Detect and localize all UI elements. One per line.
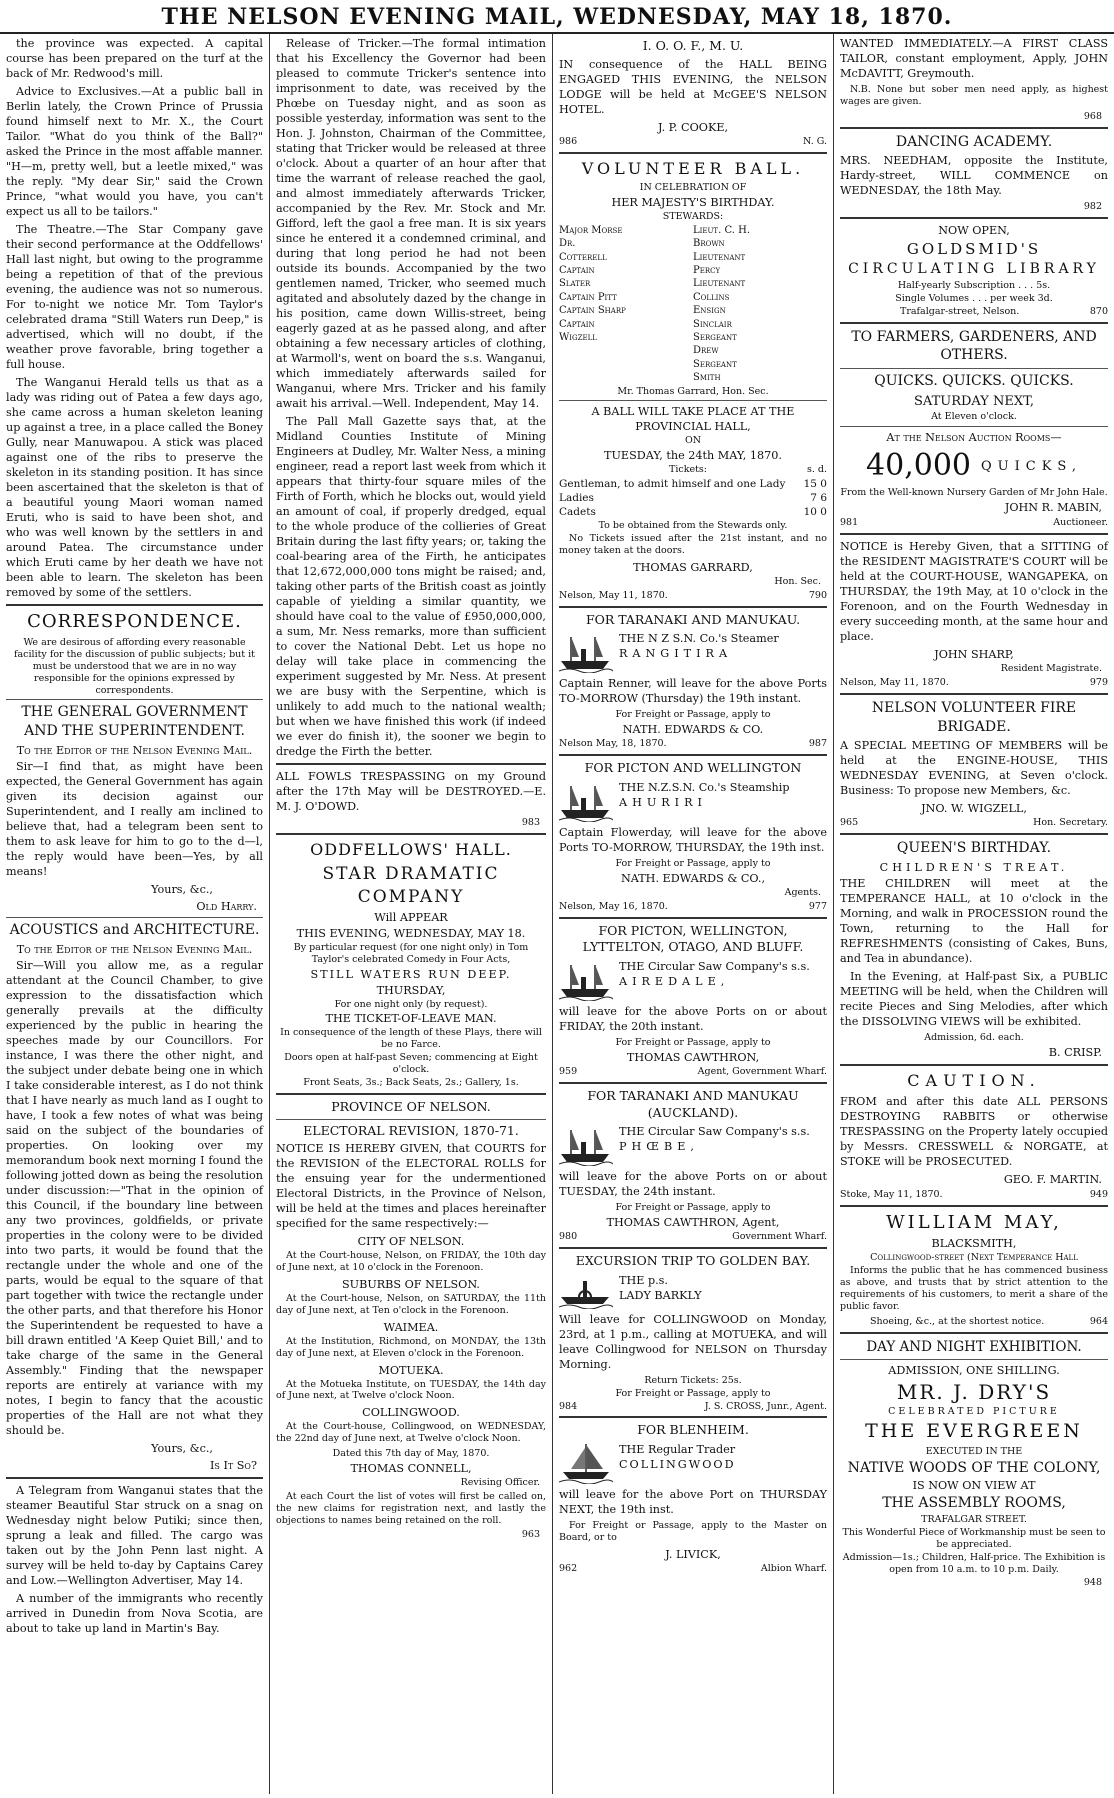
steamship-icon: [559, 959, 613, 1001]
ad-airedale: [559, 923, 827, 1078]
ad-text: For Freight or Passage, apply to: [615, 1202, 771, 1214]
ad-text: THE N Z S.N. Co.'s Steamer: [619, 632, 779, 646]
column-3: [553, 34, 834, 1794]
ticket-label: Gentleman, to admit himself and one Lady: [559, 478, 786, 491]
ad-dated: Nelson, May 11, 1870.: [840, 677, 949, 689]
ad-text: A BALL WILL TAKE PLACE AT THE PROVINCIAL HALL,: [591, 405, 795, 434]
ad-number: 964: [1089, 1315, 1108, 1327]
article: A number of the immigrants who recently arrived in Dunedin from Nova Scotia, are about to take up land in Martin's Bay.: [6, 1591, 263, 1635]
ship-name: RANGITIRA: [619, 647, 733, 661]
ship-block: [559, 1442, 827, 1484]
ad-dated: Dated this 7th day of May, 1870.: [332, 1448, 490, 1460]
ad-signature: J. P. COOKE,: [657, 120, 729, 134]
ad-heading: DAY AND NIGHT EXHIBITION.: [866, 1338, 1082, 1355]
ad-dated: Nelson, May 16, 1870.: [559, 900, 668, 912]
ad-signature-title: Resident Magistrate.: [1000, 663, 1102, 675]
ad-number: 987: [808, 738, 827, 750]
ad-text: THE Circular Saw Company's s.s.: [619, 960, 810, 974]
ad-text: NOTICE IS HEREBY GIVEN, that COURTS for the REVISION of the ELECTORAL ROLLS for the ensuing year for the undermentioned Electoral Districts, in the Province of Nelson, will be held at the times and places hereinafter specified for the same respectively:—: [276, 1142, 546, 1231]
divider: [840, 533, 1108, 535]
ad-text: Captain Renner, will leave for the above Ports TO-MORROW (Thursday) the 19th instant.: [559, 677, 827, 706]
ad-text: ON: [684, 435, 702, 447]
ad-number: 790: [808, 589, 827, 601]
ad-text: For Freight or Passage, apply to: [615, 709, 771, 721]
district-name: SUBURBS OF NELSON.: [342, 1278, 480, 1292]
ad-text: will leave for the above Ports on or about TUESDAY, the 24th instant.: [559, 1170, 827, 1199]
ad-text: For Freight or Passage, apply to: [615, 1387, 771, 1399]
ad-text: To be obtained from the Stewards only.: [598, 520, 788, 532]
district-name: MOTUEKA.: [378, 1363, 444, 1377]
ad-agent-title: Agents.: [784, 886, 821, 898]
divider: [559, 1082, 827, 1084]
ad-number: 968: [1083, 110, 1102, 122]
divider: [840, 1332, 1108, 1334]
ad-text: At each Court the list of votes will first be called on, the new claims for registration next, and lastly the objections to names being retained on the roll.: [276, 1490, 546, 1526]
ad-heading: QUEEN'S BIRTHDAY.: [896, 840, 1052, 857]
divider: [559, 1247, 827, 1249]
ad-electoral: [276, 1099, 546, 1542]
ad-volunteer-ball: [559, 158, 827, 602]
column-4: [834, 34, 1114, 1794]
ad-heading: PROVINCE OF NELSON.: [331, 1098, 491, 1114]
ad-signature: B. CRISP.: [1048, 1045, 1102, 1059]
ad-text: No Tickets issued after the 21st instant, and no money taken at the doors.: [559, 533, 827, 557]
ad-address: Trafalgar-street, Nelson.: [900, 305, 1020, 317]
ad-footer: [559, 1231, 827, 1243]
ad-subheading: CHILDREN'S TREAT.: [879, 861, 1069, 875]
divider: [840, 322, 1108, 324]
ad-text: Admission, 6d. each.: [924, 1032, 1024, 1044]
ad-court-notice: [840, 539, 1108, 689]
ad-heading: ELECTORAL REVISION, 1870-71.: [303, 1122, 519, 1138]
divider: [840, 693, 1108, 695]
ad-number: 979: [1089, 677, 1108, 689]
district-text: At the Court-house, Nelson, on SATURDAY, the 11th day of June next, at Ten o'clock in the Forenoon.: [276, 1293, 546, 1316]
ad-text: THE Regular Trader: [619, 1443, 736, 1457]
divider: [6, 1477, 263, 1479]
ad-dated: Nelson May, 18, 1870.: [559, 738, 667, 750]
ad-agent-title: Government Wharf.: [732, 1231, 827, 1243]
ad-signature: JOHN R. MABIN,: [1004, 501, 1102, 515]
ad-text: STEWARDS:: [662, 210, 724, 222]
ad-number: 949: [1089, 1189, 1108, 1201]
ad-text: IN consequence of the HALL BEING ENGAGED THIS EVENING, the NELSON LODGE will be held at McGEE'S NELSON HOTEL.: [559, 57, 827, 116]
ship-name: PHŒBE,: [619, 1140, 699, 1154]
ad-text: For Freight or Passage, apply to: [615, 857, 771, 869]
ad-oddfellows: [276, 839, 546, 1089]
divider: [840, 217, 1108, 219]
divider: [840, 426, 1108, 427]
ad-text: THE Circular Saw Company's s.s.: [619, 1125, 810, 1139]
ship-name: LADY BARKLY: [619, 1288, 702, 1302]
play-title: STILL WATERS RUN DEEP.: [310, 967, 512, 981]
ad-number: 965: [840, 817, 859, 829]
ad-text: By particular request (for one night only) in Tom Taylor's celebrated Comedy in Four Acts,: [293, 941, 529, 965]
ad-signature-title: N. G.: [802, 135, 827, 147]
ad-text: This Wonderful Piece of Workmanship must be seen to be appreciated.: [842, 1527, 1106, 1550]
ad-heading: CAUTION.: [907, 1070, 1041, 1090]
ad-ioof: [559, 38, 827, 148]
ad-text: NOW OPEN,: [938, 224, 1010, 238]
ad-heading: FOR BLENHEIM.: [637, 1422, 749, 1438]
ad-text: In consequence of the length of these Plays, there will be no Farce.: [280, 1027, 542, 1051]
exhibitor-name: MR. J. DRY'S: [896, 1379, 1052, 1404]
steward-name: Sergeant Drew: [693, 331, 737, 357]
ad-text: Captain Flowerday, will leave for the above Ports TO-MORROW, THURSDAY, the 19th inst.: [559, 825, 827, 854]
letter-body: Sir—I find that, as might have been expected, the General Government has again given its decision against our Superintendent, and I really am inclined to believe that, had a telegram been sent to them to ask leave for him to go to the d—l, the reply would have been—Yes, by all means!: [6, 759, 263, 878]
ad-tailor-wanted: [840, 36, 1108, 123]
ship-name: AIREDALE,: [619, 975, 730, 989]
ad-text: THE CHILDREN will meet at the TEMPERANCE HALL, at 10 o'clock in the Morning, and walk in PROCESSION round the Town, returning to the Hall for REFRESHMENTS (consisting of Cakes, Buns, and Tea in abundance).: [840, 877, 1108, 966]
divider: [276, 833, 546, 835]
sailing-ship-icon: [559, 1442, 613, 1484]
ad-footer: [840, 1316, 1108, 1328]
stewards-left: [559, 224, 693, 385]
letter-title: THE GENERAL GOVERNMENT AND THE SUPERINTENDENT.: [21, 704, 248, 740]
ad-footer: [559, 1401, 827, 1413]
ad-text: A SPECIAL MEETING OF MEMBERS will be held at the ENGINE-HOUSE, THIS WEDNESDAY EVENING, at Seven o'clock. Business: To propose new Members, &c.: [840, 739, 1108, 798]
ad-heading: DANCING ACADEMY.: [895, 133, 1053, 150]
tickets-units: s. d.: [806, 464, 827, 476]
ad-number: 870: [1089, 305, 1108, 317]
ad-text: From the Well-known Nursery Garden of Mr John Hale.: [840, 487, 1108, 499]
ticket-price: 15 0: [803, 478, 827, 491]
ad-text: TUESDAY, the 24th MAY, 1870.: [604, 449, 782, 463]
ad-address: Collingwood-street (Next Temperance Hall: [870, 1252, 1078, 1264]
ad-agent: NATH. EDWARDS & CO.: [622, 723, 764, 737]
ad-dated: Stoke, May 11, 1870.: [840, 1189, 943, 1201]
ad-heading: FOR PICTON AND WELLINGTON: [584, 760, 802, 776]
ticket-label: Ladies: [559, 492, 594, 505]
ad-queens-birthday: [840, 839, 1108, 1060]
ad-text: Admission—1s.; Children, Half-price. The Exhibition is open from 10 a.m. to 10 p.m. Daily.: [842, 1551, 1106, 1575]
ad-text: CELEBRATED PICTURE: [888, 1406, 1060, 1418]
ad-blacksmith: [840, 1211, 1108, 1327]
steward-name: Lieut. C. H. Brown: [693, 224, 750, 250]
steward-secretary: Mr. Thomas Garrard, Hon. Sec.: [617, 385, 769, 397]
ticket-row: [559, 505, 827, 519]
ad-agent: THOMAS CAWTHRON,: [626, 1050, 760, 1064]
play-title: THE TICKET-OF-LEAVE MAN.: [325, 1012, 497, 1026]
ad-footer: [559, 1563, 827, 1575]
divider: [840, 1359, 1108, 1360]
ad-text: THIS EVENING, WEDNESDAY, MAY 18.: [296, 926, 526, 940]
company-name: STAR DRAMATIC COMPANY: [322, 864, 500, 908]
letter-closing: Yours, &c.,: [151, 882, 213, 896]
district-text: At the Motueka Institute, on TUESDAY, the 14th day of June next, at Twelve o'clock Noon.: [276, 1378, 546, 1402]
ad-dated: Nelson, May 11, 1870.: [559, 589, 668, 601]
ad-picton: [559, 760, 827, 912]
article: The Theatre.—The Star Company gave their second performance at the Oddfellows' Hall last night, but owing to the programme being a repetition of that of the previous evening, the audience was not so numerous. For to-night we notice Mr. Tom Taylor's celebrated drama "Still Waters run Deep," is advertised, which will no doubt, if the weather prove favorable, bring together a full house.: [6, 223, 263, 371]
ad-number: 986: [559, 135, 578, 147]
ad-heading: WILLIAM MAY,: [886, 1212, 1062, 1234]
divider: [840, 127, 1108, 129]
ad-number: 982: [1083, 201, 1102, 213]
ad-text: Will leave for COLLINGWOOD on Monday, 23rd, at 1 p.m., calling at MOTUEKA, and will leave Collingwood for NELSON on Thursday Morning.: [559, 1312, 827, 1371]
ad-text: At Eleven o'clock.: [931, 411, 1017, 423]
letter-signature: Is It So?: [210, 1458, 257, 1472]
section-heading: CORRESPONDENCE.: [27, 611, 242, 632]
columns: [0, 34, 1114, 1794]
tickets-table: [559, 477, 827, 519]
quantity: 40,000: [866, 448, 971, 484]
article: the province was expected. A capital course has been prepared on the turf at the back of Mr. Redwood's mill.: [6, 37, 263, 80]
district-name: COLLINGWOOD.: [362, 1406, 460, 1420]
ad-signature: JOHN SHARP,: [934, 648, 1014, 662]
ad-text: WANTED IMMEDIATELY.—A FIRST CLASS TAILOR, constant employment, Apply, JOHN McDAVITT, Greymouth.: [840, 37, 1108, 80]
ad-signature: THOMAS CONNELL,: [350, 1461, 472, 1475]
ship-block: [559, 1124, 827, 1166]
ad-footer: [840, 306, 1108, 318]
ad-footer: [559, 738, 827, 750]
ad-footer: [840, 1189, 1108, 1201]
district-text: At the Court-house, Nelson, on FRIDAY, the 10th day of June next, at 10 o'clock in the Forenoon.: [276, 1250, 546, 1274]
ad-taranaki-1: [559, 612, 827, 751]
ticket-row: [559, 477, 827, 491]
ad-text: THURSDAY,: [376, 983, 446, 997]
ad-text: THE p.s.: [619, 1273, 668, 1287]
ticket-price: 7 6: [810, 492, 827, 505]
ad-text: ADMISSION, ONE SHILLING.: [888, 1363, 1060, 1377]
ad-heading: I. O. O. F., M. U.: [642, 38, 744, 53]
divider: [840, 833, 1108, 835]
ad-signature: GEO. F. MARTIN.: [1003, 1173, 1102, 1187]
ship-name: COLLINGWOOD: [619, 1458, 736, 1472]
ad-footer: [559, 901, 827, 913]
letter-addressee: To the Editor of the Nelson Evening Mail.: [16, 743, 253, 757]
ad-text: Half-yearly Subscription . . . 5s.: [897, 280, 1051, 292]
article: Advice to Exclusives.—At a public ball in Berlin lately, the Crown Prince of Prussia found himself next to Mr. X., the Court Tailor. "What do you think of the Ball?" asked the Prince in the most affable manner. "H—m, pretty well, but a leetle mixed," was the reply. "My dear Sir," said the Crown Prince, "what would you have, you can't expect us all to be tailors.": [6, 85, 263, 218]
ad-number: 959: [559, 1065, 578, 1077]
ad-number: 983: [521, 817, 540, 828]
ad-text: EXECUTED IN THE: [925, 1445, 1023, 1457]
ad-text: THE N.Z.S.N. Co.'s Steamship: [619, 780, 790, 794]
ad-heading: VOLUNTEER BALL.: [581, 158, 805, 178]
ad-text: will leave for the above Ports on or about FRIDAY, the 20th instant.: [559, 1005, 827, 1034]
district-text: At the Court-house, Collingwood, on WEDNESDAY, the 22nd day of June next, at Twelve o'clock Noon.: [276, 1421, 546, 1445]
ad-text: N.B. None but sober men need apply, as highest wages are given.: [840, 84, 1108, 107]
ad-text: IN CELEBRATION OF: [639, 182, 747, 194]
ad-heading: FOR TARANAKI AND MANUKAU (AUCKLAND).: [587, 1087, 799, 1120]
ad-text: THE ASSEMBLY ROOMS,: [882, 1495, 1066, 1512]
ad-number: 980: [559, 1231, 578, 1243]
steward-name: Captain Wigzell: [559, 318, 597, 343]
divider: [559, 152, 827, 154]
divider: [840, 1064, 1108, 1066]
ad-phoebe: [559, 1088, 827, 1243]
ad-signature-title: Auctioneer.: [1053, 517, 1108, 529]
tickets-header: [559, 464, 827, 476]
quantity-row: [840, 446, 1108, 486]
masthead: THE NELSON EVENING MAIL, WEDNESDAY, MAY 18, 1870.: [0, 0, 1114, 34]
ticket-row: [559, 491, 827, 505]
steward-name: Captain Slater: [559, 264, 595, 290]
article: The Wanganui Herald tells us that as a lady was riding out of Patea a few days ago, she came across a human skeleton leaning up against a tree, in a place called the Boney Gully, near Manuwapou. A stick was placed against one of the ribs to preserve the skeleton in its standing position. It has since been ascertained that the skeleton is that of a beautiful young Maori woman named Eruti, who is said to have been shot, and who was well known by the settlers in and around Patea. The circumstance under which Eruti came by her death we have not been able to learn. The skeleton has been removed by some of the settlers.: [6, 376, 263, 599]
article: The Pall Mall Gazette says that, at the Midland Counties Institute of Mining Engineers at Dudley, Mr. Walter Ness, a mining engineer, read a report last week from which it appears that thirty-four square miles of the Firth of Forth, which he blocks out, would yield an amount of coal, if properly dredged, equal to the whole produce of the collieries of Great Britain during the last fifty years; or, taking the coal-bearing area of the Firth, he anticipates that 12,672,000,000 tons might be raised; and, taking other parts of the British coast as jointly capable of yielding a similar quantity, we should have coal to the value of £950,000,000, a sum, Mr. Ness remarks, more than sufficient to cover the National Debt. Let us hope no delay will take place in commencing the experiment suggested by Mr. Ness. At present we are busy with the Serpentine, which is unlikely to add much to the national wealth; but when we have finished this work (if indeed we ever do finish it), the sooner we begin to dredge the Firth the better.: [276, 415, 546, 758]
divider: [276, 1119, 546, 1120]
ship-block: [559, 1273, 827, 1309]
ad-text: For Freight or Passage, apply to the Master on Board, or to: [559, 1520, 827, 1544]
divider: [559, 400, 827, 401]
ad-text: In the Evening, at Half-past Six, a PUBLIC MEETING will be held, when the Children will recite Pieces and Sing Melodies, after which the DISSOLVING VIEWS will be exhibited.: [840, 970, 1108, 1029]
library-title: CIRCULATING LIBRARY: [848, 261, 1100, 278]
ad-text: Doors open at half-past Seven; commencing at Eight o'clock.: [284, 1052, 538, 1076]
letter-addressee: To the Editor of the Nelson Evening Mail.: [16, 942, 253, 956]
ad-text: For one night only (by request).: [334, 998, 488, 1010]
ad-number: 984: [559, 1400, 578, 1412]
ad-signature-title: Hon. Secretary.: [1033, 817, 1108, 829]
letter-signature: Old Harry.: [196, 899, 257, 913]
district-text: At the Institution, Richmond, on MONDAY, the 13th day of June next, at Eleven o'clock in the Forenoon.: [276, 1335, 546, 1359]
ad-heading: FOR PICTON, WELLINGTON, LYTTELTON, OTAGO, AND BLUFF.: [582, 922, 804, 955]
ad-text: Front Seats, 3s.; Back Seats, 2s.; Gallery, 1s.: [303, 1076, 519, 1088]
ad-signature: THOMAS GARRARD,: [633, 560, 753, 574]
divider: [276, 1093, 546, 1095]
divider: [840, 1205, 1108, 1207]
ad-dancing: [840, 133, 1108, 214]
steward-name: Sergeant Smith: [693, 358, 737, 384]
ad-heading: ODDFELLOWS' HALL.: [310, 839, 512, 859]
ad-text: Informs the public that he has commenced business as above, and trusts that by strict attention to the requirements of his customers, to merit a share of the public favor.: [840, 1265, 1108, 1312]
steward-name: Major Morse: [559, 224, 623, 236]
ad-caution: [840, 1070, 1108, 1201]
ad-text: QUICKS,: [981, 458, 1082, 474]
steamship-icon: [559, 631, 613, 673]
ad-footer: [840, 677, 1108, 689]
ad-fire-brigade: [840, 699, 1108, 829]
district-name: WAIMEA.: [383, 1320, 439, 1334]
steward-name: Ensign Sinclair: [693, 305, 732, 330]
divider: [6, 917, 263, 918]
ad-footer: [840, 817, 1108, 829]
ad-signature: JNO. W. WIGZELL,: [921, 802, 1027, 816]
ad-blenheim: [559, 1422, 827, 1574]
divider: [559, 754, 827, 756]
divider: [276, 763, 546, 765]
article: Release of Tricker.—The formal intimation that his Excellency the Governor had been pleased to commute Tricker's sentence into imprisonment to date, was received by the Phœbe on Tuesday night, and as soon as possible yesterday, information was sent to the Hon. J. Johnston, Chairman of the Committee, stating that Tricker would be released at three o'clock. About a quarter of an hour after that time the warrant of release reached the gaol, and almost immediately afterwards Tricker, accompanied by the Rev. Mr. Stock and Mr. Gifford, left the gaol a free man. It is six years since he entered it a condemned criminal, and during that long period he had not been outside its bounds. Accompanied by the two gentlemen named, Tricker, who seemed much agitated and absolutely dazed by the change in his position, came down Willis-street, being eagerly gazed at as he passed along, and after obtaining a few necessary articles of clothing, at Warmoll's, went on board the s.s. Wanganui, which immediately afterwards sailed for Wanganui, where Mrs. Tricker and his family await his arrival.—Well. Independent, May 14.: [276, 37, 546, 410]
divider: [559, 917, 827, 919]
picture-title: THE EVERGREEN: [865, 1420, 1083, 1443]
ticket-price: 10 0: [803, 506, 827, 519]
divider: [559, 606, 827, 608]
ad-exhibition: [840, 1338, 1108, 1589]
tickets-label: Tickets:: [669, 464, 707, 476]
ad-heading: TO FARMERS, GARDENERS, AND OTHERS.: [851, 328, 1097, 364]
divider: [840, 368, 1108, 369]
divider: [6, 604, 263, 606]
letter-title: ACOUSTICS and ARCHITECTURE.: [9, 921, 260, 938]
library-name: GOLDSMID'S: [906, 240, 1042, 259]
ad-subheading: BLACKSMITH,: [931, 1237, 1017, 1251]
column-1: [0, 34, 270, 1794]
ad-footer: [840, 517, 1108, 529]
ad-number: 981: [840, 517, 859, 529]
ad-text: Will APPEAR: [374, 910, 448, 924]
ad-footer: [559, 1066, 827, 1078]
ad-text: MRS. NEEDHAM, opposite the Institute, Hardy-street, WILL COMMENCE on WEDNESDAY, the 18th May.: [840, 154, 1108, 198]
ticket-label: Cadets: [559, 506, 596, 519]
ship-block: [559, 959, 827, 1001]
column-2: [270, 34, 553, 1794]
ad-agent: NATH. EDWARDS & CO.,: [620, 871, 766, 885]
ad-text: will leave for the above Port on THURSDAY NEXT, the 19th inst.: [559, 1488, 827, 1517]
steward-name: Dr. Cotterell: [559, 238, 607, 263]
divider: [6, 699, 263, 700]
ad-text: HER MAJESTY'S BIRTHDAY.: [611, 195, 775, 209]
ad-text: SATURDAY NEXT,: [913, 393, 1034, 409]
ad-text: TRAFALGAR STREET.: [921, 1514, 1027, 1526]
steward-name: Captain Pitt: [559, 291, 617, 303]
district-name: CITY OF NELSON.: [357, 1235, 465, 1249]
steward-name: Captain Sharp: [559, 305, 626, 317]
ad-footer: [559, 136, 827, 148]
ad-signature-title: Hon. Sec.: [774, 575, 821, 587]
ad-text: IS NOW ON VIEW AT: [912, 1479, 1036, 1493]
ad-text: Shoeing, &c., at the shortest notice.: [870, 1315, 1045, 1327]
ad-text: NOTICE is Hereby Given, that a SITTING of the RESIDENT MAGISTRATE'S COURT will be held at the COURT-HOUSE, WANGAPEKA, on THURSDAY, the 19th May, at 10 o'clock in the Forenoon, and on the Fourth Wednesday in every succeeding month, at the same hour and place.: [840, 540, 1108, 644]
ad-agent: THOMAS CAWTHRON, Agent,: [606, 1216, 780, 1230]
ad-agent-title: Agent, Government Wharf.: [697, 1065, 827, 1077]
ad-heading: NELSON VOLUNTEER FIRE BRIGADE.: [871, 699, 1077, 735]
ad-excursion: [559, 1253, 827, 1412]
ad-footer: [559, 590, 827, 602]
ad-fowls: [276, 769, 546, 829]
ad-agent: J. S. CROSS, Junr., Agent.: [704, 1400, 827, 1412]
ad-heading: QUICKS. QUICKS. QUICKS.: [874, 373, 1074, 390]
letter-body: Sir—Will you allow me, as a regular attendant at the Council Chamber, to give expression to the dissatisfaction which generally prevails at the difficulty experienced by the public in hearing the speeches made by our Councillors. For instance, I was there the other night, and the subject under debate being one in which I take considerable interest, as I do not think that I have nearly as much land as I ought to have, I took a few notes of what was being said on the subject of the boundaries of properties. On looking over my memorandum book next morning I found the following jotted down as being the resolution under discussion:—"That in the opinion of this Council, if the boundary line between any two provinces, goldfields, or private properties in the colony were to be divided into two parts, it would be found that the rectangle under the whole and one of the parts, would be equal to the square of that part together with twice the rectangle under the other parts, and that therefore his Honor the Superintendent be requested to have a bill drawn entitled 'A Keep Quiet Bill,' and to take charge of the same in the General Assembly." Finding that the newspaper reports are entirely at variance with my notes, I begin to fancy that the acoustic properties of the Hall are not what they should be.: [6, 958, 263, 1437]
steamship-icon: [559, 1124, 613, 1166]
ad-agent-title: Albion Wharf.: [760, 1562, 827, 1574]
ad-number: 963: [521, 1529, 540, 1541]
steward-name: Lieutenant Percy: [693, 251, 746, 276]
divider: [559, 1416, 827, 1418]
stewards-right: [693, 224, 827, 385]
ad-agent: J. LIVICK,: [665, 1547, 721, 1561]
stewards-list: [559, 224, 827, 385]
paddle-steamer-icon: [559, 1273, 613, 1309]
ad-text: For Freight or Passage, apply to: [615, 1037, 771, 1049]
ad-text: NATIVE WOODS OF THE COLONY,: [847, 1459, 1101, 1476]
ad-heading: FOR TARANAKI AND MANUKAU.: [585, 611, 801, 627]
article: A Telegram from Wanganui states that the steamer Beautiful Star struck on a snag on Wednesday night below Putiki; since then, sprung a leak and filled. The cargo was taken out by the John Penn last night. A survey will be held to-day by Captains Carey and Low.—Wellington Advertiser, May 14.: [6, 1483, 263, 1587]
steward-name: Lieutenant Collins: [693, 278, 746, 303]
editorial-note: We are desirous of affording every reasonable facility for the discussion of public subjects; but it must be understood that we are in no way responsible for the opinions expressed by correspondents.: [14, 637, 255, 696]
ad-text: At the Nelson Auction Rooms—: [886, 431, 1062, 445]
letter-closing: Yours, &c.,: [151, 1441, 213, 1455]
steamship-icon: [559, 780, 613, 822]
ship-block: [559, 780, 827, 822]
ad-quicks: [840, 328, 1108, 529]
ad-library: [840, 223, 1108, 317]
ad-text: ALL FOWLS TRESPASSING on my Ground after the 17th May will be DESTROYED.—E. M. J. O'DOWD.: [276, 770, 546, 813]
ad-signature-title: Revising Officer.: [460, 1476, 540, 1488]
ship-block: [559, 631, 827, 673]
ad-number: 962: [559, 1562, 578, 1574]
ship-name: AHURIRI: [619, 795, 707, 809]
ad-text: FROM and after this date ALL PERSONS DESTROYING RABBITS or otherwise TRESPASSING on the Property lately occupied by Messrs. CRESSWELL & NORGATE, at STOKE will be PROSECUTED.: [840, 1095, 1108, 1169]
ad-heading: EXCURSION TRIP TO GOLDEN BAY.: [575, 1253, 811, 1269]
ad-text: Single Volumes . . . per week 3d.: [895, 292, 1053, 304]
ad-number: 977: [808, 900, 827, 912]
ad-text: Return Tickets: 25s.: [644, 1374, 742, 1386]
ad-number: 948: [1083, 1576, 1102, 1588]
